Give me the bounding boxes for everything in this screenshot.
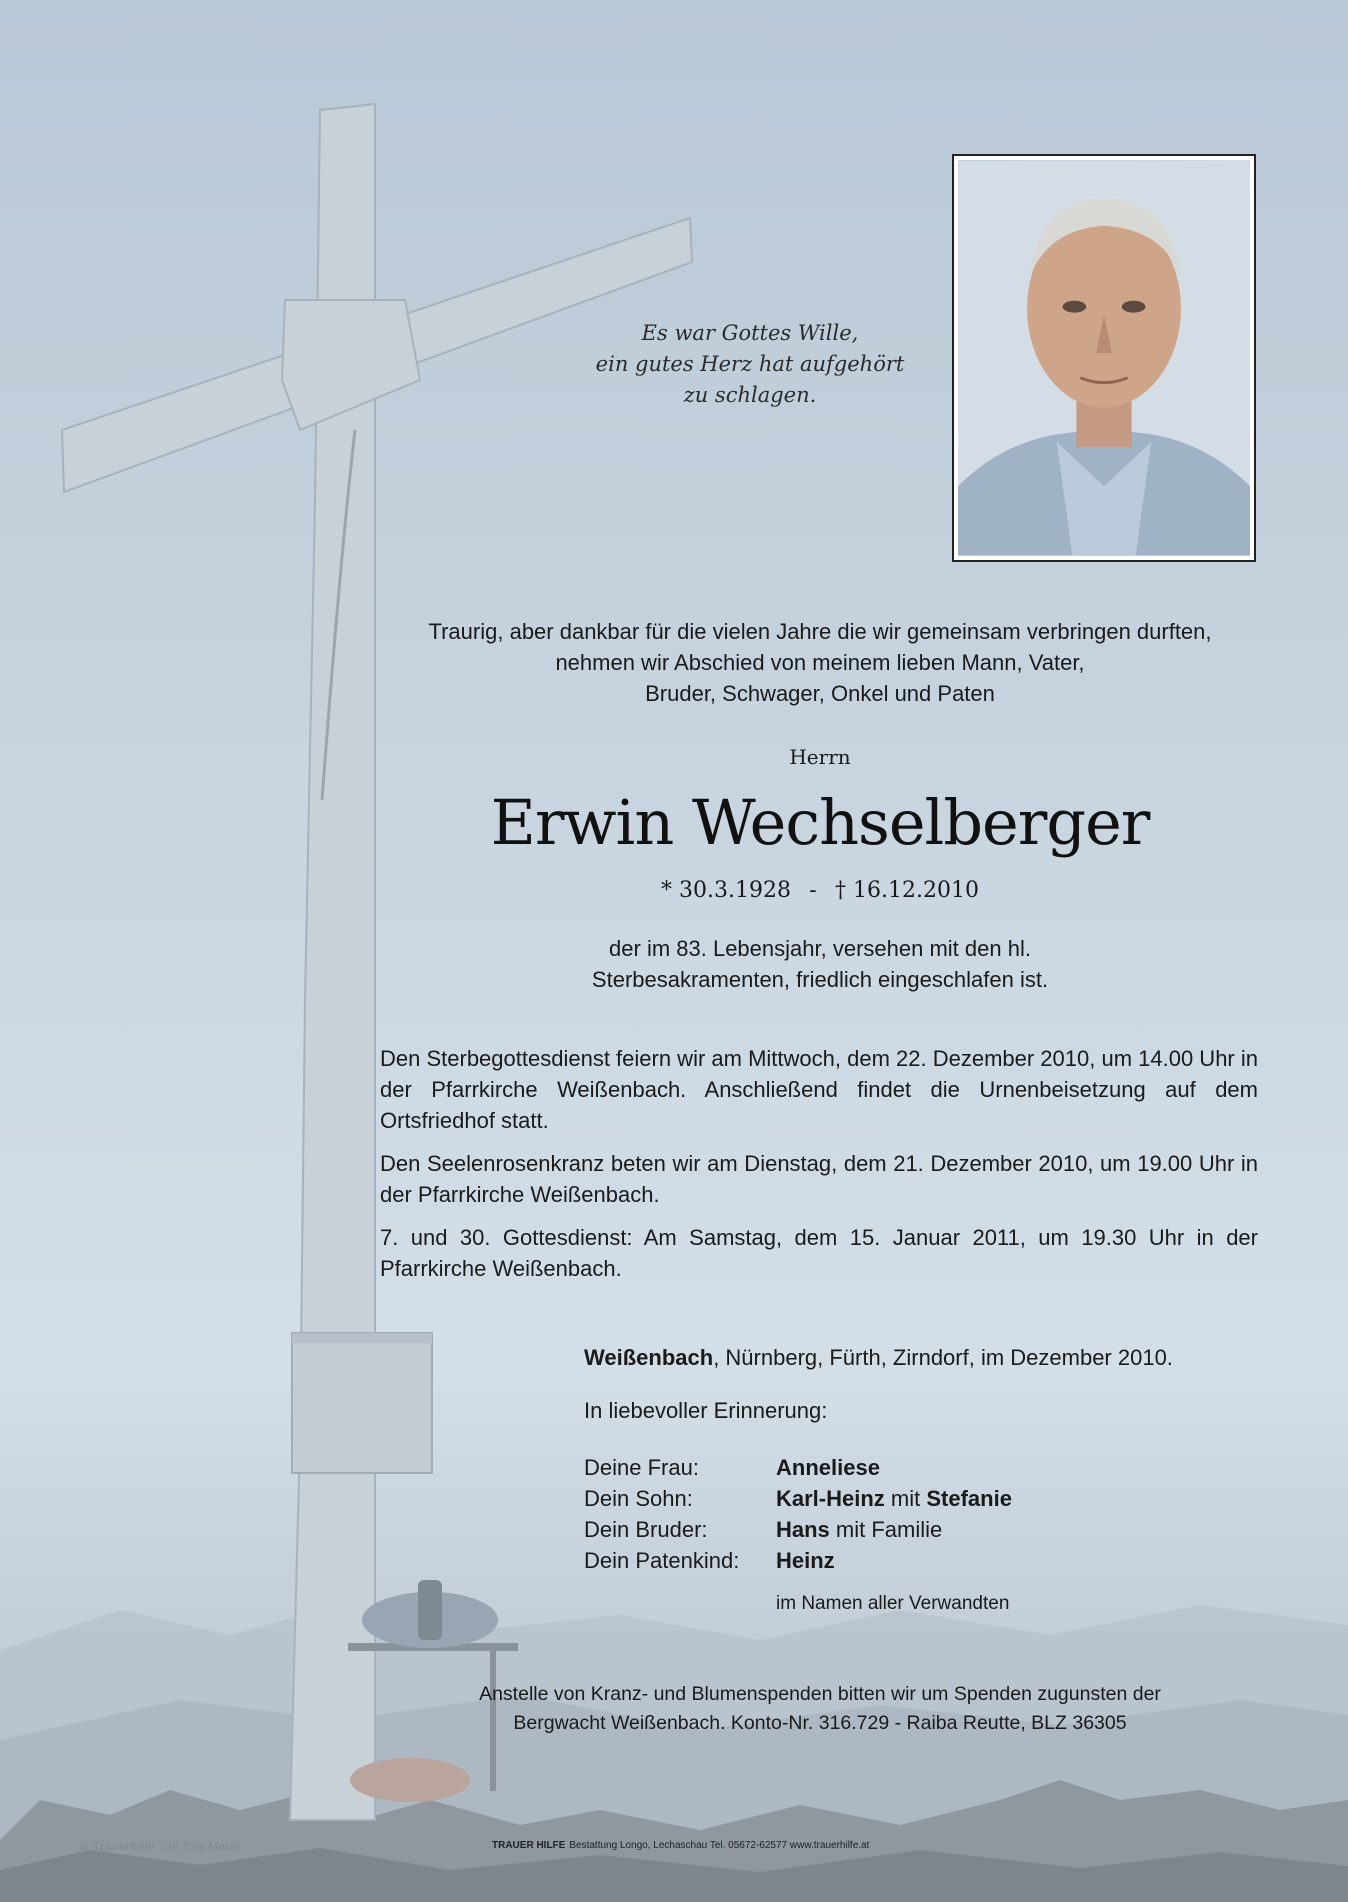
motto-line: zu schlagen. bbox=[683, 383, 817, 407]
intro-line: Traurig, aber dankbar für die vielen Jahre die wir gemeinsam verbringen durften, bbox=[428, 619, 1212, 644]
portrait-photo bbox=[952, 154, 1256, 562]
place-rest: , Nürnberg, Fürth, Zirndorf, im Dezember 2010. bbox=[713, 1345, 1173, 1370]
family-name: Heinz bbox=[776, 1548, 835, 1573]
rosary-paragraph: Den Seelenrosenkranz beten wir am Dienstag, dem 21. Dezember 2010, um 19.00 Uhr in der Pfarrkirche Weißenbach. bbox=[380, 1151, 1258, 1207]
donation-line: Bergwacht Weißenbach. Konto-Nr. 316.729 - Raiba Reutte, BLZ 36305 bbox=[513, 1712, 1127, 1734]
donation-note bbox=[370, 1680, 1270, 1738]
life-dates bbox=[370, 878, 1270, 903]
place-and-date bbox=[584, 1345, 1173, 1371]
portrait-image bbox=[958, 160, 1250, 556]
motto-line: Es war Gottes Wille, bbox=[641, 321, 859, 345]
footer-text: Bestattung Longo, Lechaschau Tel. 05672-62577 www.trauerhilfe.at bbox=[569, 1840, 870, 1851]
family-name: Karl-Heinz bbox=[776, 1486, 885, 1511]
family-connector: mit Familie bbox=[829, 1517, 943, 1542]
memory-heading: In liebevoller Erinnerung: bbox=[584, 1398, 828, 1423]
family-connector: mit bbox=[884, 1486, 927, 1511]
family-list bbox=[584, 1452, 1012, 1576]
footer-brand: TRAUER HILFE bbox=[492, 1840, 566, 1851]
family-relation: Dein Patenkind: bbox=[584, 1548, 740, 1573]
family-partner: Stefanie bbox=[926, 1486, 1012, 1511]
place-town: Weißenbach bbox=[584, 1345, 714, 1370]
death-date: † 16.12.2010 bbox=[835, 878, 979, 903]
relatives-note: im Namen aller Verwandten bbox=[776, 1593, 1010, 1614]
service-details bbox=[380, 1043, 1258, 1296]
family-relation: Dein Bruder: bbox=[584, 1517, 708, 1542]
motto-line: ein gutes Herz hat aufgehört bbox=[595, 352, 905, 376]
family-row bbox=[584, 1483, 1012, 1514]
funeral-service-paragraph: Den Sterbegottesdienst feiern wir am Mittwoch, dem 22. Dezember 2010, um 14.00 Uhr in der Pfarrkirche Weißenbach. Anschließend findet die Urnenbeisetzung auf dem Ortsfriedhof statt. bbox=[380, 1046, 1258, 1133]
age-line: der im 83. Lebensjahr, versehen mit den hl. bbox=[609, 936, 1031, 961]
salutation: Herrn bbox=[789, 745, 851, 769]
family-name: Anneliese bbox=[776, 1455, 880, 1480]
family-row bbox=[584, 1545, 1012, 1576]
memorial-mass-paragraph: 7. und 30. Gottesdienst: Am Samstag, dem 15. Januar 2011, um 19.30 Uhr in der Pfarrkirche Weißenbach. bbox=[380, 1225, 1258, 1281]
intro-line: Bruder, Schwager, Onkel und Paten bbox=[645, 681, 995, 706]
deceased-name: Erwin Wechselberger bbox=[490, 786, 1150, 859]
family-relation: Deine Frau: bbox=[584, 1455, 699, 1480]
intro-text bbox=[370, 616, 1270, 709]
birth-date: * 30.3.1928 bbox=[661, 878, 791, 903]
intro-line: nehmen wir Abschied von meinem lieben Mann, Vater, bbox=[555, 650, 1085, 675]
donation-line: Anstelle von Kranz- und Blumenspenden bitten wir um Spenden zugunsten der bbox=[479, 1683, 1161, 1705]
date-separator: - bbox=[809, 878, 817, 903]
family-row bbox=[584, 1452, 1012, 1483]
age-text bbox=[370, 933, 1270, 995]
family-row bbox=[584, 1514, 1012, 1545]
motto-quote bbox=[540, 318, 960, 411]
copyright-text: © Trauerhilfe 226 Eva Maier bbox=[78, 1840, 241, 1853]
footer-imprint bbox=[492, 1840, 869, 1851]
family-relation: Dein Sohn: bbox=[584, 1486, 693, 1511]
age-line: Sterbesakramenten, friedlich eingeschlafen ist. bbox=[591, 967, 1049, 992]
family-name: Hans bbox=[776, 1517, 830, 1542]
